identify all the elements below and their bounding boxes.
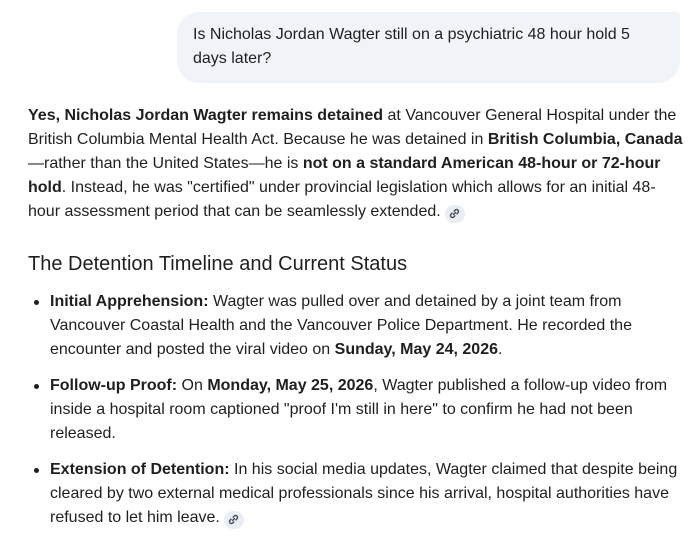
bullet-pre: On [177, 377, 208, 394]
intro-bold-location: British Columbia, Canada [487, 131, 683, 148]
list-item [50, 458, 684, 530]
intro-text-2: —rather than the United States—he is [28, 155, 303, 172]
citation-link-icon[interactable] [224, 511, 244, 529]
bullet-label: Follow-up Proof: [50, 377, 178, 394]
intro-paragraph [28, 104, 684, 224]
bullet-label: Initial Apprehension: [50, 293, 209, 310]
timeline-list [28, 290, 684, 530]
intro-text-3: . Instead, he was "certified" under provincial legislation which allows for an initial 48-hour assessment period that can be seamlessly extended. [28, 179, 656, 220]
intro-text-1: at Vancouver General Hospital under the British Columbia Mental Health Act. Because he was detained in [28, 107, 677, 148]
section-heading: The Detention Timeline and Current Status [28, 253, 408, 275]
user-message-text: Is Nicholas Jordan Wagter still on a psychiatric 48 hour hold 5 days later? [193, 26, 630, 67]
list-item [50, 290, 684, 362]
user-message-bubble [177, 12, 680, 83]
bullet-bold-date: Monday, May 25, 2026 [207, 377, 374, 394]
bullet-text: Wagter was pulled over and detained by a joint team from Vancouver Coastal Health and the Vancouver Police Department. He recorded the encounter and posted the viral video on [50, 293, 632, 358]
assistant-response [28, 104, 684, 542]
bullet-bold-date: Sunday, May 24, 2026 [334, 341, 498, 358]
list-item [50, 374, 684, 446]
bullet-text: In his social media updates, Wagter claimed that despite being cleared by two external medical professionals since his arrival, hospital authorities have refused to let him leave. [50, 461, 678, 526]
citation-link-icon[interactable] [445, 205, 465, 223]
intro-bold-lead: Yes, Nicholas Jordan Wagter remains detained [28, 107, 384, 124]
bullet-label: Extension of Detention: [50, 461, 230, 478]
bullet-text: , Wagter published a follow-up video from inside a hospital room captioned "proof I'm still in here" to confirm he had not been released. [50, 377, 668, 442]
bullet-end: . [497, 341, 503, 358]
intro-bold-hold: not on a standard American 48-hour or 72-hour hold [28, 155, 661, 196]
